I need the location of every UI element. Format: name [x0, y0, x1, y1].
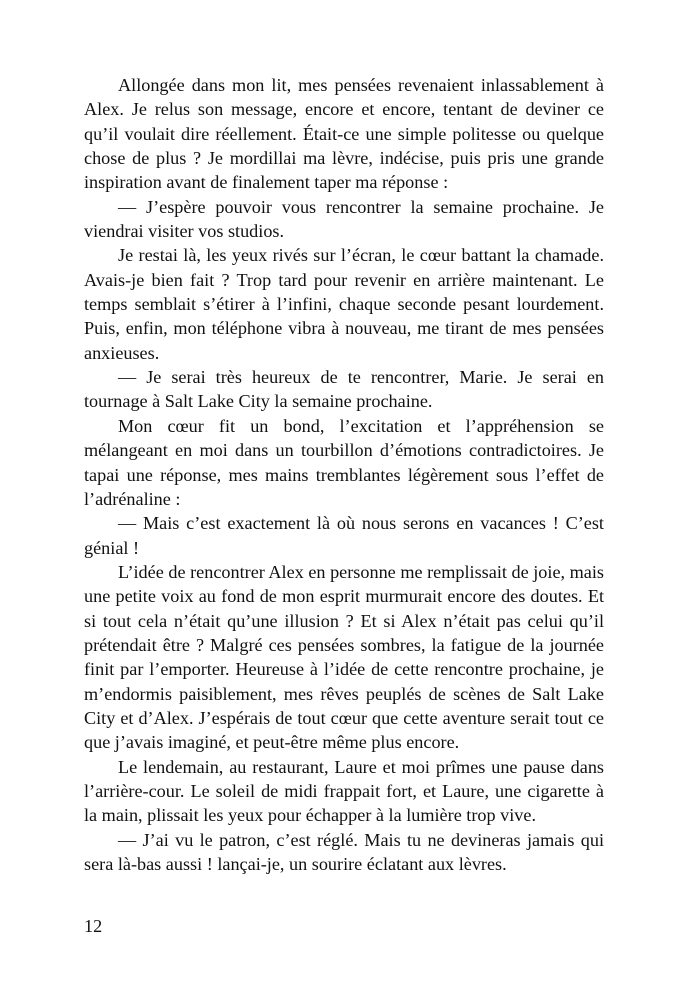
paragraph-dialogue: — J’espère pouvoir vous rencontrer la semaine prochaine. Je viendrai visiter vos studios.	[84, 196, 604, 242]
page-body	[84, 73, 604, 876]
paragraph-narration: Je restai là, les yeux rivés sur l’écran, le cœur battant la chamade. Avais-je bien fait ? Trop tard pour revenir en arrière maintenant. Le temps semblait s’étirer à l’infini, chaque seconde pesant lourdement. Puis, enfin, mon téléphone vibra à nouveau, me tirant de mes pensées anxieuses.	[84, 245, 604, 363]
page-number: 12	[84, 916, 103, 936]
paragraph-dialogue: — Mais c’est exactement là où nous serons en vacances ! C’est génial !	[84, 513, 604, 558]
paragraph-dialogue: — J’ai vu le patron, c’est réglé. Mais tu ne devineras jamais qui sera là-bas aussi ! lançai-je, un sourire éclatant aux lèvres.	[84, 829, 604, 874]
paragraph-narration: Le lendemain, au restaurant, Laure et moi prîmes une pause dans l’arrière-cour. Le soleil de midi frappait fort, et Laure, une cigarette à la main, plissait les yeux pour échapper à la lumière trop vive.	[84, 756, 604, 826]
paragraph-narration: Allongée dans mon lit, mes pensées revenaient inlassablement à Alex. Je relus son message, encore et encore, tentant de deviner ce qu’il voulait dire réellement. Était-ce une simple politesse ou quelque chose de plus ? Je mordillai ma lèvre, indécise, puis pris une grande inspiration avant de finalement taper ma réponse :	[84, 75, 604, 193]
paragraph-dialogue: — Je serai très heureux de te rencontrer, Marie. Je serai en tournage à Salt Lake City la semaine prochaine.	[84, 367, 604, 412]
paragraph-narration: Mon cœur fit un bond, l’excitation et l’appréhension se mélangeant en moi dans un tourbillon d’émotions contradictoires. Je tapai une réponse, mes mains tremblantes légèrement sous l’effet de l’adrénaline :	[84, 415, 604, 509]
paragraph-narration: L’idée de rencontrer Alex en personne me remplissait de joie, mais une petite voix au fond de mon esprit murmurait encore des doutes. Et si tout cela n’était qu’une illusion ? Et si Alex n’était pas celui qu’il prétendait être ? Malgré ces pensées sombres, la fatigue de la journée finit par l’emporter. Heureuse à l’idée de cette rencontre prochaine, je m’endormis paisiblement, mes rêves peuplés de scènes de Salt Lake City et d’Alex. J’espérais de tout cœur que cette aventure serait tout ce que j’avais imaginé, et peut-être même plus encore.	[84, 561, 604, 753]
